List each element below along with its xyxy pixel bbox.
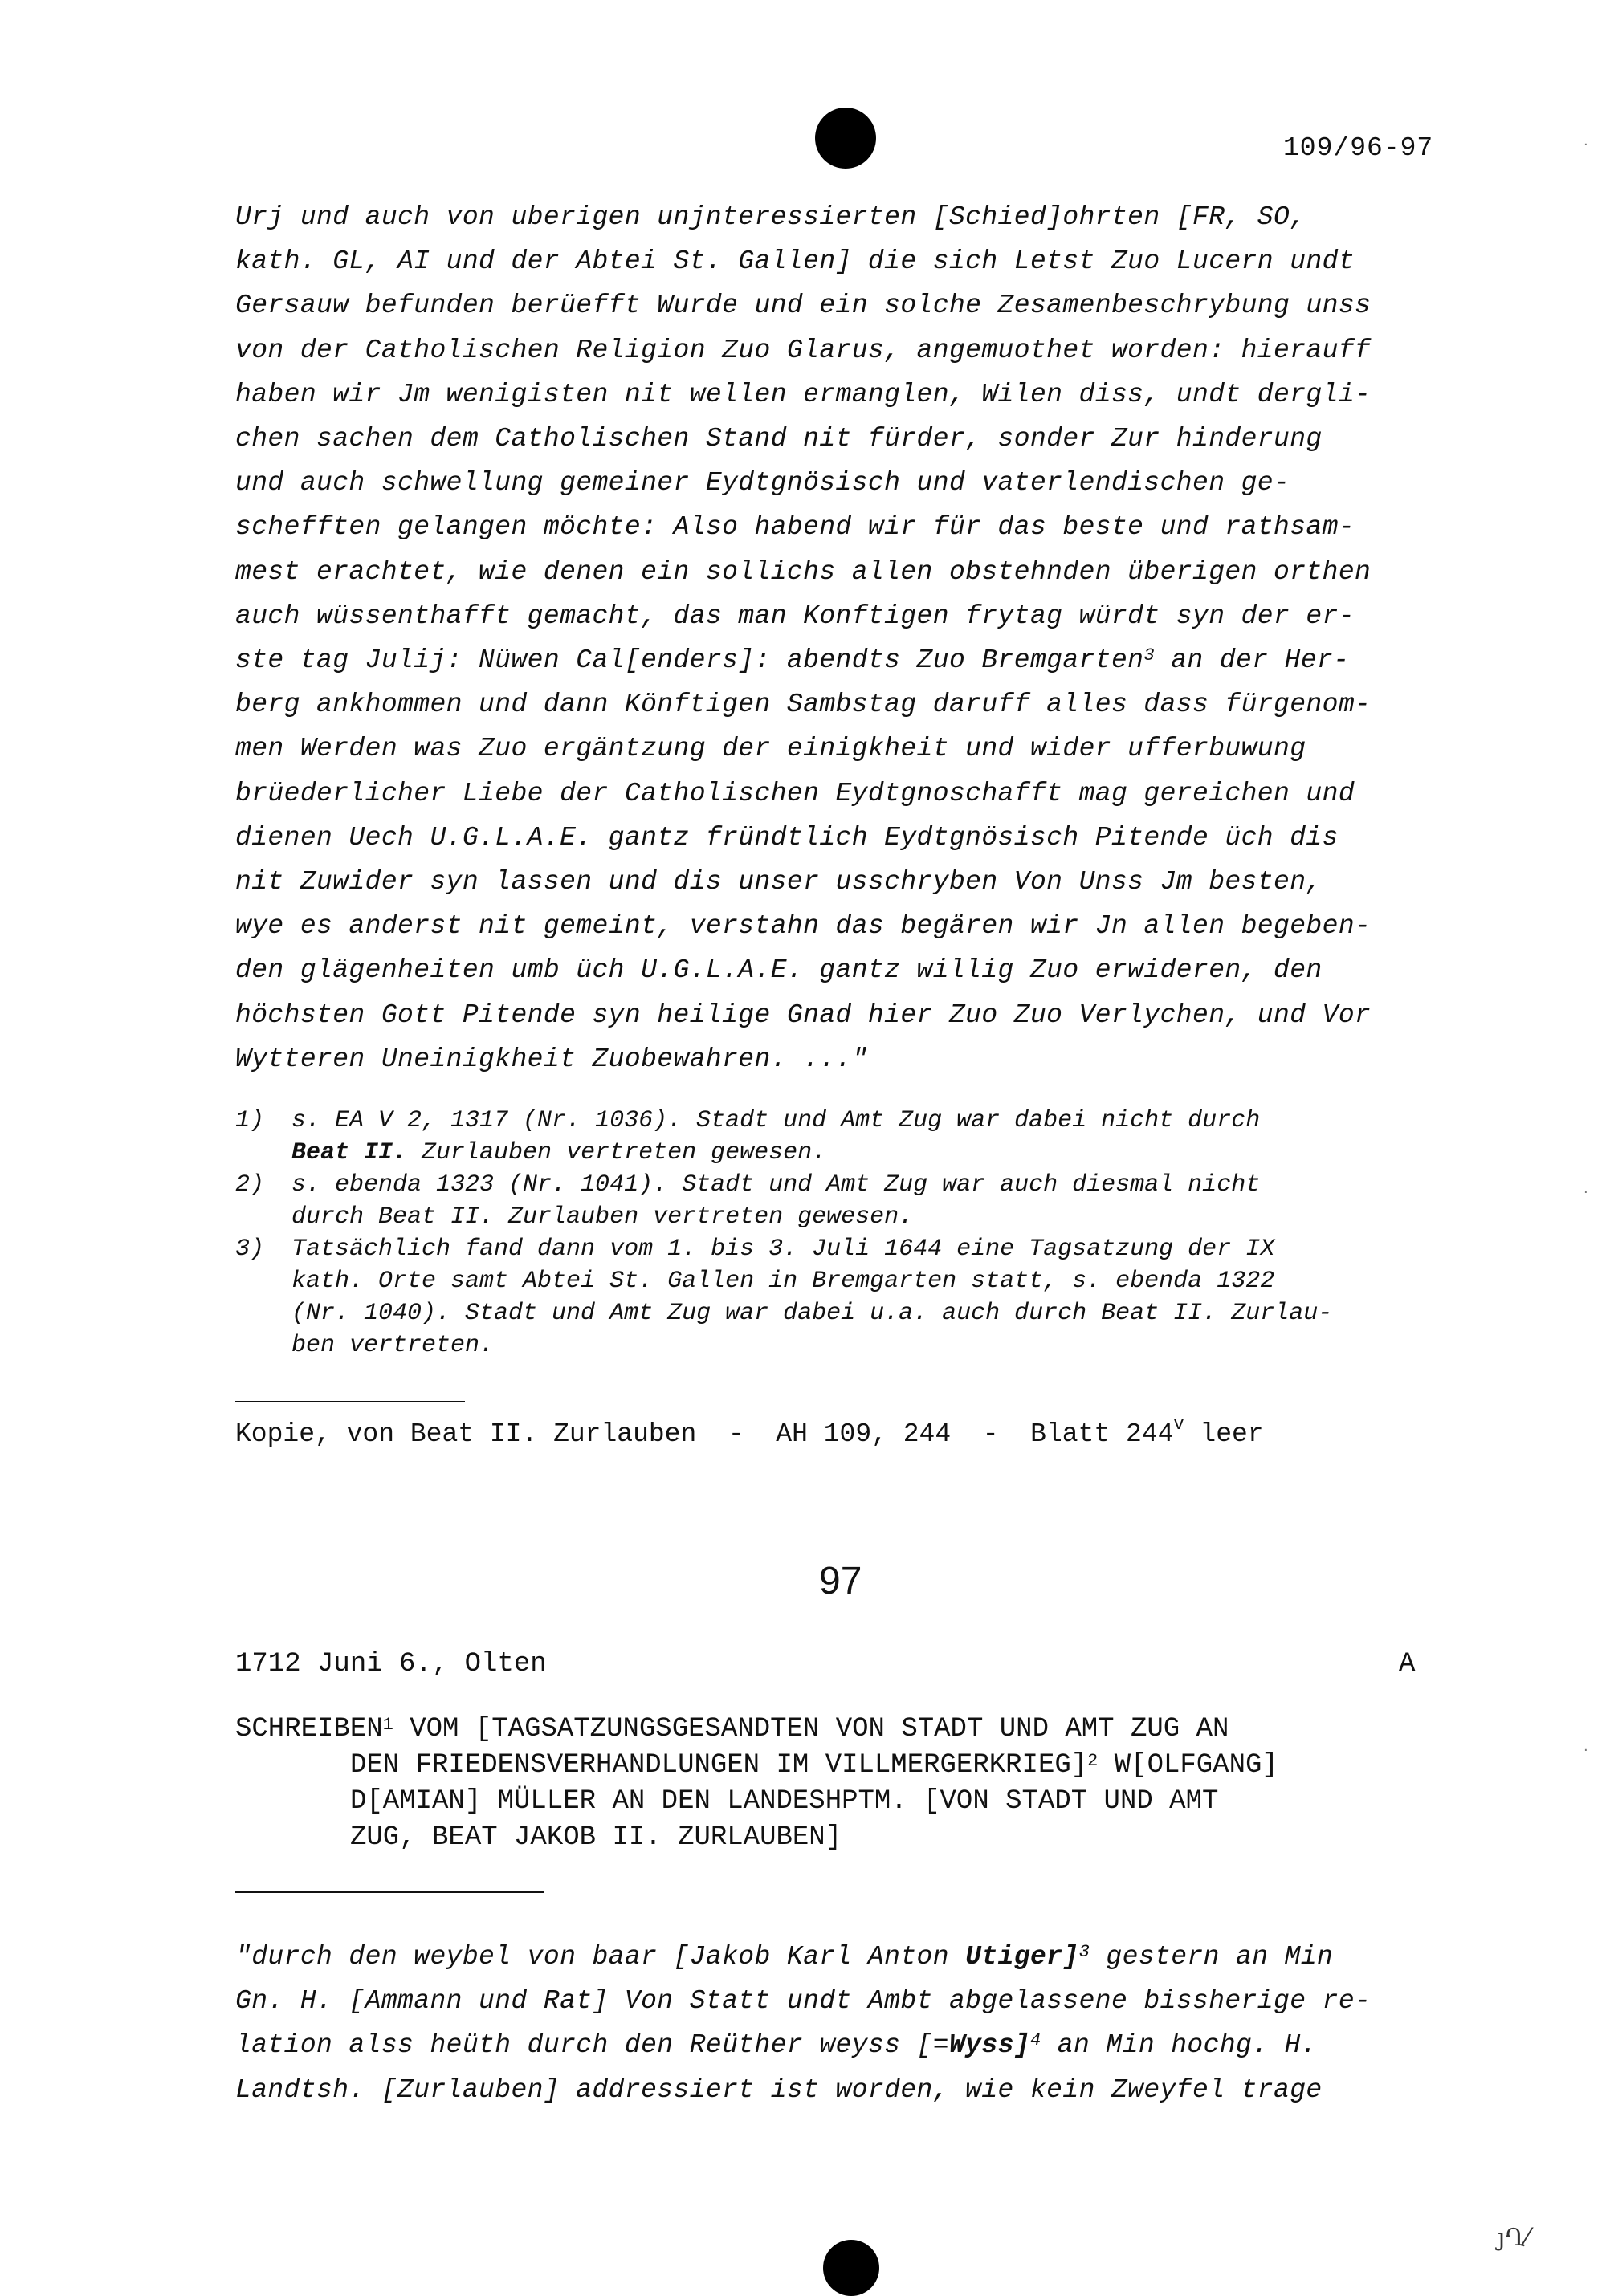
footnote-3 bbox=[235, 1233, 1488, 1362]
text-fragment: ste tag Julij: Nüwen Cal[enders]: abendts Zuo Bremgarten bbox=[235, 645, 1144, 676]
copy-note bbox=[235, 1415, 1264, 1449]
text-line bbox=[235, 1935, 1472, 1979]
text-fragment: an Min hochg. H. bbox=[1041, 2030, 1318, 2061]
copy-note-text: Kopie, von Beat II. Zurlauben - AH 109, 244 - Blatt 244 bbox=[235, 1419, 1174, 1449]
text-line: chen sachen dem Catholischen Stand nit fürder, sonder Zur hinderung bbox=[235, 424, 1323, 454]
text-line: wye es anderst nit gemeint, verstahn das begären wir Jn allen begeben- bbox=[235, 911, 1372, 942]
text-line bbox=[235, 638, 1472, 682]
footnote-ref: 1 bbox=[382, 1715, 393, 1735]
text-line: Gn. H. [Ammann und Rat] Von Statt undt Ambt abgelassene bissherige re- bbox=[235, 1986, 1372, 2017]
separator-rule bbox=[235, 1891, 544, 1893]
text-fragment: "durch den weybel von baar [Jakob Karl Anton bbox=[235, 1942, 966, 1972]
copy-note-sup: v bbox=[1173, 1415, 1184, 1435]
text-line: und auch schwellung gemeiner Eydtgnösisch und vaterlendischen ge- bbox=[235, 468, 1290, 499]
text-fragment: gestern an Min bbox=[1090, 1942, 1334, 1972]
text-line: Wytteren Uneinigkheit Zuobewahren. ..." bbox=[235, 1044, 868, 1074]
text-line: brüederlicher Liebe der Catholischen Eydtgnoschafft mag gereichen und bbox=[235, 778, 1355, 808]
footnote-number: 2) bbox=[235, 1171, 265, 1199]
document-heading bbox=[235, 1712, 1488, 1856]
text-line: kath. GL, AI und der Abtei St. Gallen] die sich Letst Zuo Lucern undt bbox=[235, 246, 1355, 277]
footnote-text: kath. Orte samt Abtei St. Gallen in Bremgarten statt, s. ebenda 1322 bbox=[291, 1268, 1275, 1295]
heading-text: DEN FRIEDENSVERHANDLUNGEN IM VILLMERGERKRIEG] bbox=[350, 1750, 1088, 1781]
punch-hole-bottom bbox=[823, 2240, 879, 2296]
footnote-ref: 3 bbox=[1143, 645, 1155, 666]
text-line: höchsten Gott Pitende syn heilige Gnad hier Zuo Zuo Verlychen, und Vor bbox=[235, 999, 1372, 1030]
text-line: auch wüssenthafft gemacht, das man Konftigen frytag würdt syn der er- bbox=[235, 600, 1355, 631]
footnote-ref: 2 bbox=[1087, 1751, 1099, 1771]
heading-text: VOM [TAGSATZUNGSGESANDTEN VON STADT UND AMT ZUG AN bbox=[393, 1714, 1229, 1744]
text-line: Landtsh. [Zurlauben] addressiert ist worden, wie kein Zweyfel trage bbox=[235, 2074, 1323, 2105]
text-fragment: an der Her- bbox=[1155, 645, 1350, 676]
text-line: Urj und auch von uberigen unjnteressierten [Schied]ohrten [FR, SO, bbox=[235, 202, 1306, 232]
document-number: 97 bbox=[819, 1560, 862, 1602]
footnote-ref: 4 bbox=[1029, 2030, 1041, 2051]
heading-text: SCHREIBEN bbox=[235, 1714, 383, 1744]
footnote-number: 1) bbox=[235, 1107, 265, 1134]
text-line: dienen Uech U.G.L.A.E. gantz fründtlich Eydtgnösisch Pitende üch dis bbox=[235, 822, 1339, 853]
margin-mark: · bbox=[1584, 136, 1588, 153]
heading-line: ZUG, BEAT JAKOB II. ZURLAUBEN] bbox=[350, 1822, 842, 1853]
heading-line bbox=[235, 1748, 1488, 1784]
footnote-text: s. EA V 2, 1317 (Nr. 1036). Stadt und Amt Zug war dabei nicht durch bbox=[291, 1107, 1261, 1134]
heading-text: W[OLFGANG] bbox=[1098, 1750, 1278, 1781]
page-reference: 109/96-97 bbox=[1283, 133, 1434, 163]
document-letter: A bbox=[1399, 1649, 1416, 1679]
punch-hole-top bbox=[815, 108, 876, 169]
margin-mark: · bbox=[1584, 1742, 1588, 1759]
footnote-text: Zurlauben vertreten gewesen. bbox=[407, 1139, 827, 1166]
margin-mark: · bbox=[1584, 1184, 1588, 1201]
footnote-text: durch Beat II. Zurlauben vertreten gewesen. bbox=[291, 1203, 914, 1231]
text-line: Gersauw befunden berüefft Wurde und ein solche Zesamenbeschrybung unss bbox=[235, 291, 1372, 321]
footnote-text: s. ebenda 1323 (Nr. 1041). Stadt und Amt Zug war auch diesmal nicht bbox=[291, 1171, 1261, 1199]
footnote-text: ben vertreten. bbox=[291, 1332, 495, 1359]
handwritten-mark: ȷՂ⁄ bbox=[1498, 2224, 1530, 2252]
text-fragment: lation alss heüth durch den Reüther weyss [= bbox=[235, 2030, 949, 2061]
heading-line: D[AMIAN] MÜLLER AN DEN LANDESHPTM. [VON STADT UND AMT bbox=[350, 1786, 1219, 1817]
heading-line bbox=[235, 1712, 1488, 1748]
text-bold: Utiger] bbox=[965, 1942, 1079, 1972]
copy-note-tail: leer bbox=[1184, 1419, 1264, 1449]
footnote-text: Tatsächlich fand dann vom 1. bis 3. Juli 1644 eine Tagsatzung der IX bbox=[291, 1236, 1275, 1263]
footnote-number: 3) bbox=[235, 1236, 265, 1263]
text-line: berg ankhommen und dann Könftigen Sambstag daruff alles dass fürgenom- bbox=[235, 690, 1372, 720]
footnote-bold: Beat II. bbox=[291, 1139, 408, 1166]
footnote-1 bbox=[235, 1105, 1488, 1169]
quote-text-block bbox=[235, 1935, 1472, 2112]
text-line: haben wir Jm wenigisten nit wellen ermanglen, Wilen diss, undt dergli- bbox=[235, 379, 1372, 409]
text-line: mest erachtet, wie denen ein sollichs allen obstehnden überigen orthen bbox=[235, 556, 1372, 587]
text-line: schefften gelangen möchte: Also habend wir für das beste und rathsam- bbox=[235, 512, 1355, 543]
text-line: den glägenheiten umb üch U.G.L.A.E. gantz willig Zuo erwideren, den bbox=[235, 955, 1323, 986]
text-line: nit Zuwider syn lassen und dis unser usschryben Von Unss Jm besten, bbox=[235, 867, 1323, 898]
footnote-2 bbox=[235, 1169, 1488, 1233]
separator-rule bbox=[235, 1401, 465, 1402]
text-line: men Werden was Zuo ergäntzung der einigkheit und wider ufferbuwung bbox=[235, 734, 1306, 764]
text-line bbox=[235, 2023, 1472, 2067]
text-line: von der Catholischen Religion Zuo Glarus, angemuothet worden: hierauff bbox=[235, 335, 1372, 365]
footnote-text: (Nr. 1040). Stadt und Amt Zug war dabei u.a. auch durch Beat II. Zurlau- bbox=[291, 1300, 1333, 1327]
text-bold: Wyss] bbox=[948, 2030, 1030, 2061]
main-text-block bbox=[235, 195, 1472, 1081]
footnote-ref: 3 bbox=[1078, 1942, 1090, 1962]
date-place: 1712 Juni 6., Olten bbox=[235, 1649, 547, 1679]
footnotes bbox=[235, 1105, 1488, 1362]
